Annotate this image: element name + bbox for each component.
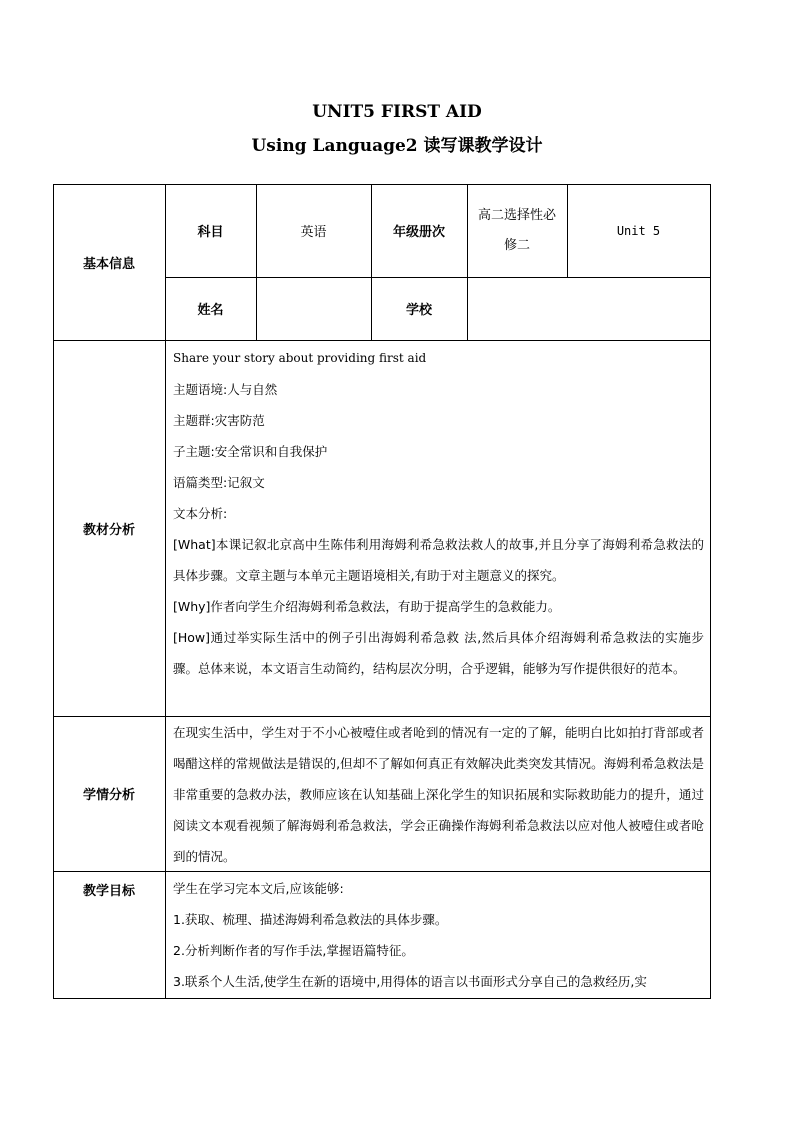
material-line: Share your story about providing first aid (173, 351, 427, 365)
material-line: 语篇类型:记叙文 (173, 475, 265, 490)
name-value (256, 277, 371, 340)
material-how: [How]通过举实际生活中的例子引出海姆利希急救 法,然后具体介绍海姆利希急救法的实施步骤。总体来说，本文语言生动简约，结构层次分明，合乎逻辑，能够为写作提供很好的范本。 (173, 630, 704, 676)
grade-value-line1: 高二选择性必 (477, 207, 556, 223)
unit-value: Unit 5 (616, 223, 661, 238)
objective-line: 学生在学习完本文后,应该能够: (173, 881, 344, 896)
lesson-plan-table (53, 184, 711, 999)
subject-value: 英语 (300, 225, 327, 240)
material-why: [Why]作者向学生介绍海姆利希急救法，有助于提高学生的急救能力。 (173, 599, 561, 614)
material-analysis-content (173, 343, 704, 684)
grade-value-line2: 修二 (503, 237, 530, 253)
material-line: 子主题:安全常识和自我保护 (173, 444, 328, 459)
subject-label: 科目 (197, 225, 224, 240)
basic-info-label: 基本信息 (82, 256, 135, 272)
school-value (467, 277, 710, 340)
grade-value (467, 184, 567, 277)
document-title: UNIT5 FIRST AID (312, 102, 482, 122)
material-analysis-label: 教材分析 (82, 522, 135, 538)
objectives-label: 教学目标 (82, 883, 135, 899)
name-label: 姓名 (197, 303, 224, 318)
grade-label: 年级册次 (392, 225, 445, 240)
objective-line: 2.分析判断作者的写作手法,掌握语篇特征。 (173, 943, 414, 958)
material-line: 文本分析: (173, 506, 228, 521)
student-analysis-label: 学情分析 (82, 788, 135, 803)
objectives-content (173, 873, 704, 997)
material-what: [What]本课记叙北京高中生陈伟利用海姆利希急救法救人的故事,并且分享了海姆利希急救法的具体步骤。文章主题与本单元主题语境相关,有助于对主题意义的探究。 (173, 537, 704, 583)
student-analysis-content (173, 717, 704, 872)
material-line: 主题群:灾害防范 (173, 413, 265, 428)
objective-line: 3.联系个人生活,使学生在新的语境中,用得体的语言以书面形式分享自己的急救经历,实 (173, 974, 647, 989)
school-label: 学校 (405, 303, 432, 318)
material-line: 主题语境:人与自然 (173, 382, 278, 397)
table-border-bottom (53, 998, 711, 999)
table-border-right (710, 184, 711, 999)
student-analysis-text: 在现实生活中，学生对于不小心被噎住或者呛到的情况有一定的了解，能明白比如拍打背部或者喝醋这样的常规做法是错误的,但却不了解如何真正有效解决此类突发其情况。海姆利希急救法是非常重要的急救办法，教师应该在认知基础上深化学生的知识拓展和实际救助能力的提升，通过阅读文本观看视频了解海姆利希急救法，学会正确操作海姆利希急救法以应对他人被噎住或者呛到的情况。 (173, 725, 704, 864)
document-subtitle: Using Language2 读写课教学设计 (251, 136, 543, 156)
objective-line: 1.获取、梳理、描述海姆利希急救法的具体步骤。 (173, 912, 448, 927)
